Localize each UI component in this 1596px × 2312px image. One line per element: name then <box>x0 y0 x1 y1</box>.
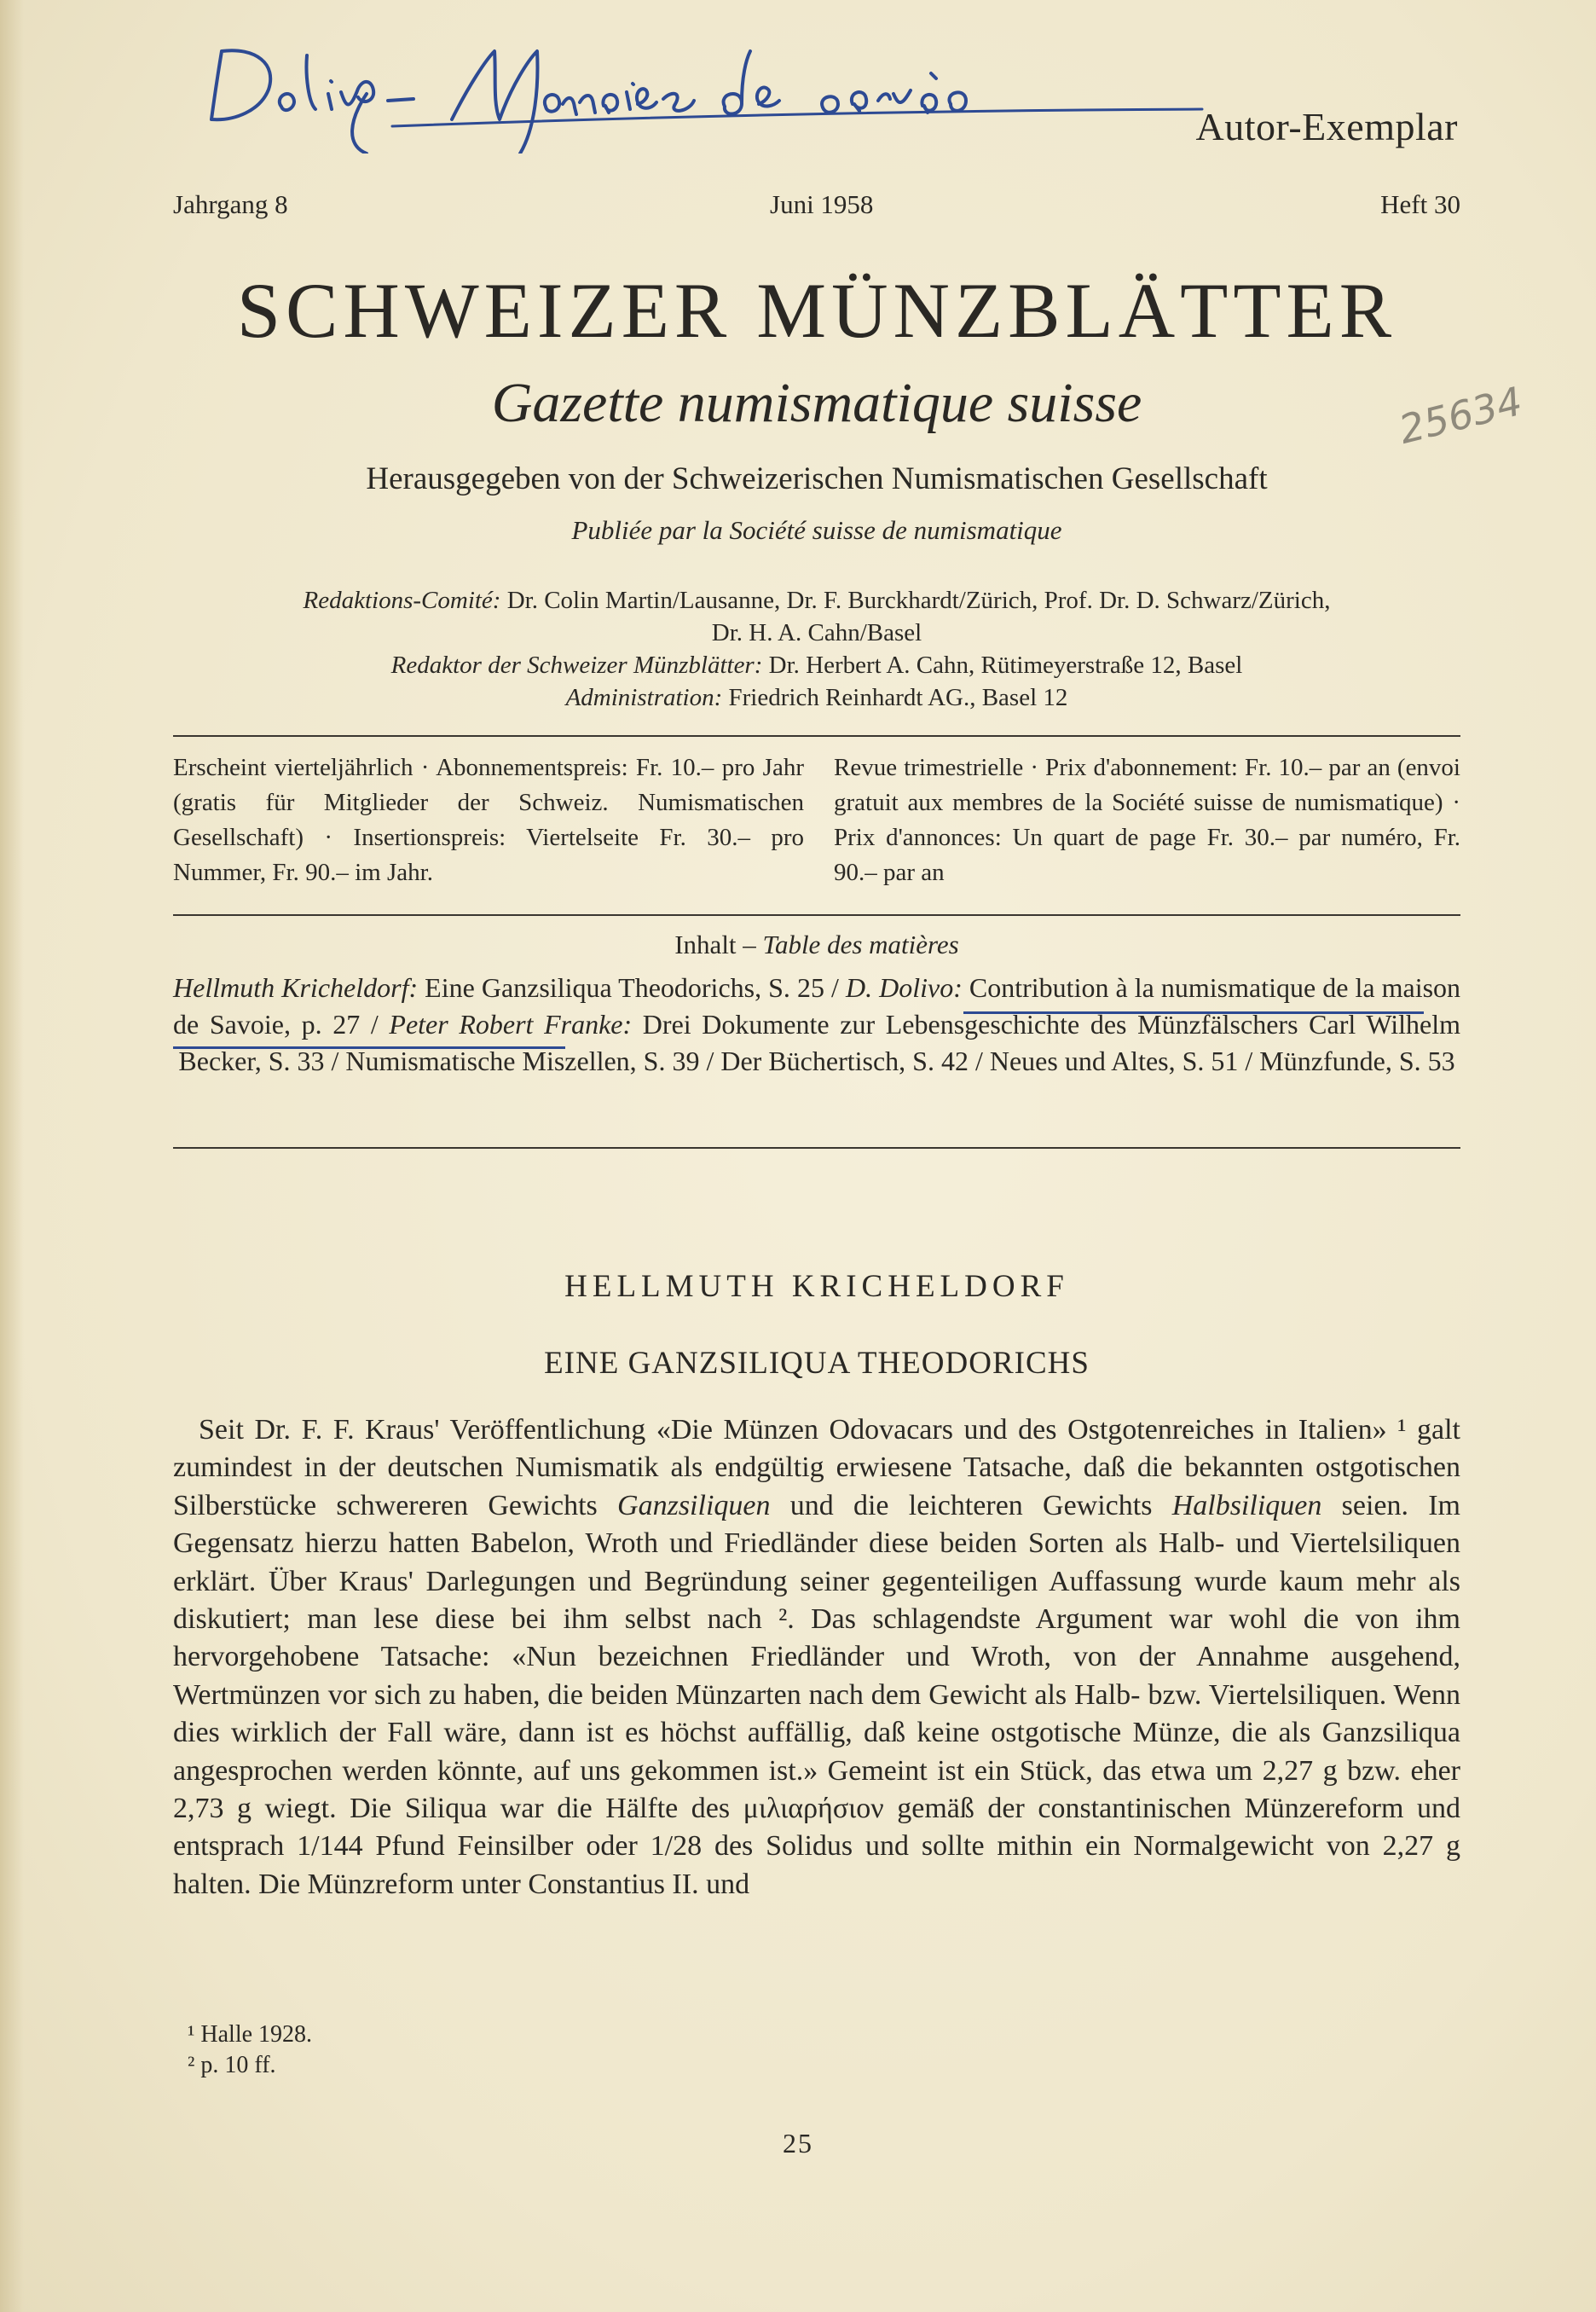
pen-underline-1 <box>963 1011 1424 1014</box>
volume-label: Jahrgang 8 <box>173 189 288 219</box>
toc-author-2: D. Dolivo: <box>845 972 963 1003</box>
toc-title-3: Drei Dokumente zur Lebensgeschichte des Münzfälschers Carl Wilhelm Becker, S. 33 / Numismatische Miszellen, S. 39 / Der Büchertisch, S. 42 / Neues und Altes, S. 51 / Münzfunde, S. 53 <box>178 1009 1461 1076</box>
issue-info-row <box>173 189 1460 232</box>
body-italic-1: Ganzsiliquen <box>617 1489 771 1521</box>
divider-top <box>173 735 1460 737</box>
page-edge-shadow <box>0 0 24 2312</box>
journal-subtitle: Gazette numismatique suisse <box>491 372 1142 434</box>
subscription-french: Revue trimestrielle · Prix d'abonnement: Fr. 10.– par an (envoi gratuit aux membres de la Société suisse de numismatique) · Prix d'annonces: Un quart de page Fr. 30.– par numéro, Fr. 90.– par an <box>834 754 1460 886</box>
editor-value: Dr. Herbert A. Cahn, Rütimeyerstraße 12, Basel <box>762 652 1243 679</box>
footnote-2: ² p. 10 ff. <box>188 2052 276 2078</box>
issue-date: Juni 1958 <box>770 189 874 219</box>
article-author: HELLMUTH KRICHELDORF <box>564 1269 1069 1304</box>
admin-label: Administration: <box>565 684 723 711</box>
toc-heading-fr: Table des matières <box>762 930 959 959</box>
body-part-1: Seit Dr. F. F. Kraus' Veröffentlichung «Die Münzen Odovacars und des Ostgotenreiches in Italien» ¹ galt zumindest in der deutschen Numismatik als endgültig erwiesene Tatsache, daß die bekannten ostgotischen Silberstücke schwereren Gewichts <box>173 1414 1460 1521</box>
publisher-german: Herausgegeben von der Schweizerischen Numismatischen Gesellschaft <box>366 461 1268 496</box>
committee-label: Redaktions-Comité: <box>303 587 501 614</box>
table-of-contents <box>173 970 1460 1080</box>
admin-value: Friedrich Reinhardt AG., Basel 12 <box>722 684 1068 711</box>
divider-bottom <box>173 1147 1460 1149</box>
handwritten-annotation <box>196 26 1245 154</box>
toc-author-3: Peter Robert Franke: <box>389 1009 633 1040</box>
article-title: EINE GANZSILIQUA THEODORICHS <box>544 1346 1090 1381</box>
editorial-board <box>173 584 1460 714</box>
pencil-note: 25634 <box>1394 378 1527 453</box>
body-italic-2: Halbsiliquen <box>1171 1489 1322 1521</box>
committee-line-2: Dr. H. A. Cahn/Basel <box>711 619 922 646</box>
body-part-2: und die leichteren Gewichts <box>770 1489 1172 1521</box>
article-body <box>173 1411 1460 1903</box>
toc-author-1: Hellmuth Kricheldorf: <box>173 972 419 1003</box>
toc-title-1: Eine Ganzsiliqua Theodorichs, S. 25 / <box>418 972 846 1003</box>
journal-title: SCHWEIZER MÜNZBLÄTTER <box>236 267 1397 354</box>
footnote-1: ¹ Halle 1928. <box>188 2021 313 2048</box>
divider-middle <box>173 914 1460 916</box>
committee-members: Dr. Colin Martin/Lausanne, Dr. F. Burckhardt/Zürich, Prof. Dr. D. Schwarz/Zürich, <box>500 587 1331 614</box>
toc-heading-de: Inhalt – <box>674 930 763 959</box>
toc-heading <box>173 930 1460 960</box>
publisher-french: Publiée par la Société suisse de numismatique <box>571 515 1062 545</box>
page-number: 25 <box>783 2128 813 2158</box>
author-copy-stamp: Autor-Exemplar <box>1195 105 1458 148</box>
issue-number: Heft 30 <box>1380 189 1460 219</box>
pen-underline-2 <box>173 1046 565 1049</box>
toc-title-2: Contribution à la numismatique de la maison de Savoie, p. 27 / <box>173 972 1461 1040</box>
subscription-german: Erscheint vierteljährlich · Abonnementspreis: Fr. 10.– pro Jahr (gratis für Mitglieder der Schweiz. Numismatischen Gesellschaft) · Insertionspreis: Viertelseite Fr. 30.– pro Nummer, Fr. 90.– im Jahr. <box>173 754 804 886</box>
body-part-3: seien. Im Gegensatz hierzu hatten Babelon, Wroth und Friedländer diese beiden Sorten als Halb- und Viertelsiliquen erklärt. Über Kraus' Darlegungen und Begründung seiner gegenteiligen Auffassung wurde kaum mehr als diskutiert; man lese diese bei ihm selbst nach ². Das schlagendste Argument war wohl die von ihm hervorgehobene Tatsache: «Nun bezeichnen Friedländer und Wroth, von der Annahme ausgehend, Wertmünzen vor sich zu haben, die beiden Münzarten nach dem Gewicht als Halb- bzw. Viertelsiliquen. Wenn dies wirklich der Fall wäre, dann ist es höchst auffällig, daß keine ostgotische Münze, die als Ganzsiliqua angesprochen werden könnte, auf uns gekommen ist.» Gemeint ist ein Stück, das etwa um 2,27 g bzw. eher 2,73 g wiegt. Die Siliqua war die Hälfte des μιλιαρήσιον gemäß der constantinischen Münzereform und entsprach 1/144 Pfund Feinsilber oder 1/28 des Solidus und sollte mithin ein Normalgewicht von 2,27 g halten. Die Münzreform unter Constantius II. und <box>173 1489 1460 1900</box>
editor-line <box>173 649 1460 681</box>
editor-label: Redaktor der Schweizer Münzblätter: <box>390 652 763 679</box>
committee-line <box>173 584 1460 617</box>
admin-line <box>173 681 1460 714</box>
